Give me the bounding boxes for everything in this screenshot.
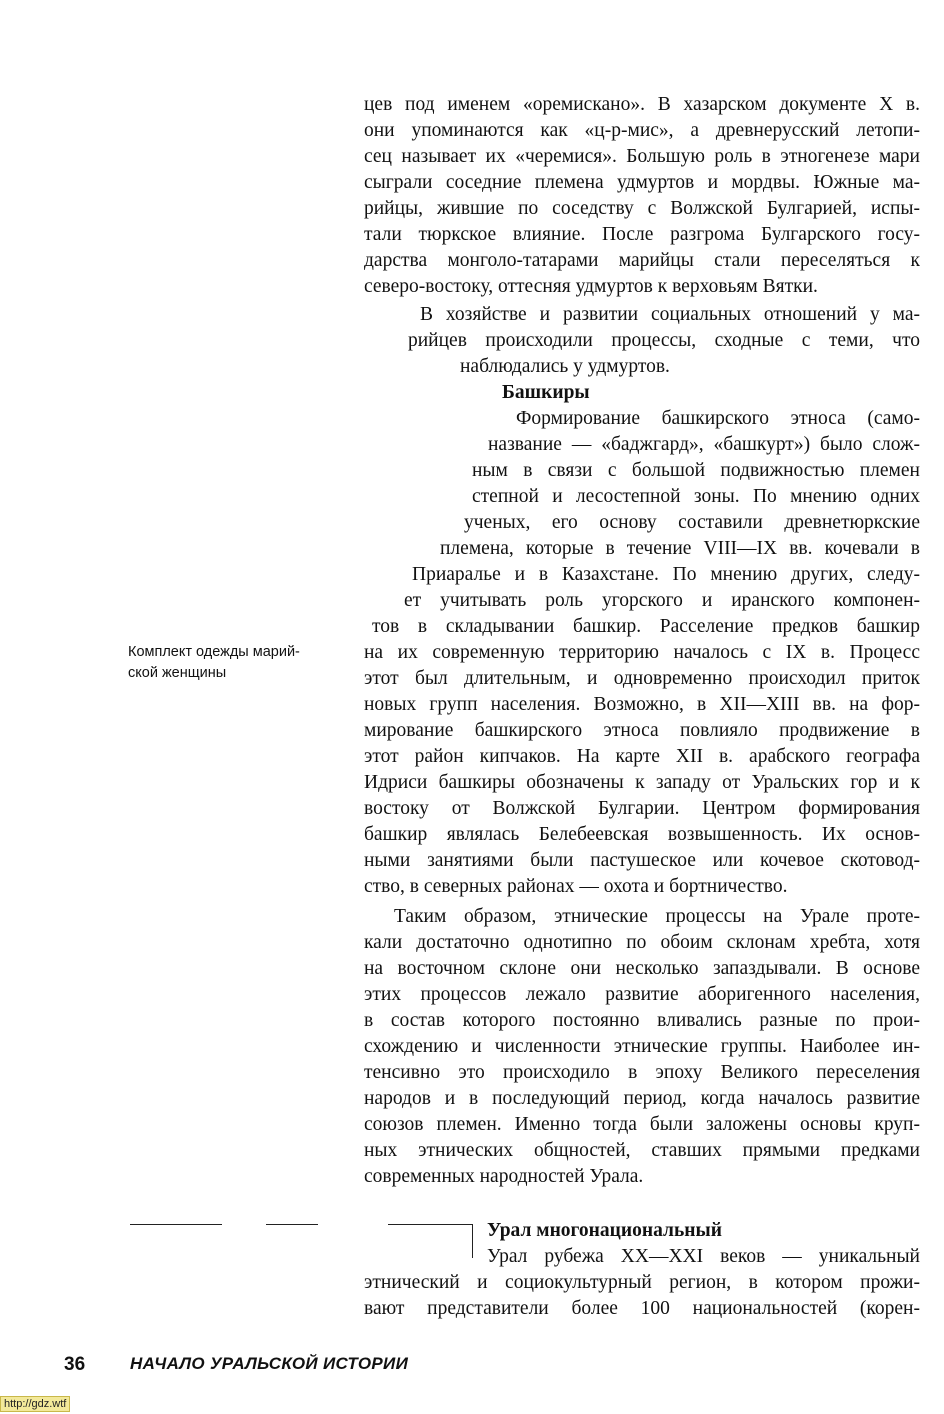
divider-rule: [388, 1224, 472, 1225]
body-text-line: Идриси башкиры обозначены к западу от Уральских гор и к: [364, 772, 920, 793]
body-text-line: Урал рубежа XX—XXI веков — уникальный: [487, 1246, 920, 1267]
body-text-line: цев под именем «оремискано». В хазарском документе X в.: [364, 94, 920, 115]
body-text-line: мирование башкирского этноса повлияло продвижение в: [364, 720, 920, 741]
body-text-line: кали достаточно однотипно по обоим склонам хребта, хотя: [364, 932, 920, 953]
body-text-line: на их современную территорию началось с IX в. Процесс: [364, 642, 920, 663]
body-text-line: схождению и численности этнические группы. Наиболее ин-: [364, 1036, 920, 1057]
divider-rule-vertical: [472, 1224, 473, 1258]
body-text-line: этих процессов лежало развитие аборигенного населения,: [364, 984, 920, 1005]
body-text-line: рийцы, жившие по соседству с Волжской Булгарией, испы-: [364, 198, 920, 219]
body-text-line: ными занятиями были пастушеское или кочевое скотовод-: [364, 850, 920, 871]
body-text-line: союзов племен. Именно тогда были заложены основы круп-: [364, 1114, 920, 1135]
section-heading-bashkirs: Башкиры: [502, 382, 590, 403]
body-text-line: ным в связи с большой подвижностью племен: [472, 460, 920, 481]
body-text-line: степной и лесостепной зоны. По мнению одних: [472, 486, 920, 507]
image-caption: Комплект одежды марий-ской женщины: [128, 644, 300, 681]
body-text-line: сец называет их «черемися». Большую роль в этногенезе мари: [364, 146, 920, 167]
divider-rule: [130, 1224, 222, 1225]
watermark-link[interactable]: http://gdz.wtf: [0, 1396, 70, 1412]
body-text-line: вают представители более 100 национальностей (корен-: [364, 1298, 920, 1319]
body-text-line: востоку от Волжской Булгарии. Центром формирования: [364, 798, 920, 819]
body-text-line: они упоминаются как «ц-р-мис», а древнерусский летопи-: [364, 120, 920, 141]
body-text-line: в состав которого постоянно вливались разные по прои-: [364, 1010, 920, 1031]
body-text-line: тенсивно это происходило в эпоху Великого переселения: [364, 1062, 920, 1083]
body-text-line: название — «баджгард», «башкурт») было слож-: [488, 434, 920, 455]
body-text-line: на восточном склоне они несколько запаздывали. В основе: [364, 958, 920, 979]
body-text-line: дарства монголо-татарами марийцы стали переселяться к: [364, 250, 920, 271]
body-text-line: Таким образом, этнические процессы на Урале проте-: [394, 906, 920, 927]
body-text-line: новых групп населения. Возможно, в XII—XIII вв. на фор-: [364, 694, 920, 715]
body-text-line: ет учитывать роль угорского и иранского компонен-: [404, 590, 920, 611]
page-number: 36: [64, 1354, 86, 1375]
body-text-line: тали тюркское влияние. После разгрома Булгарского госу-: [364, 224, 920, 245]
body-text-line: этот район кипчаков. На карте XII в. арабского географа: [364, 746, 920, 767]
body-text-line: этот был длительным, и одновременно происходил приток: [364, 668, 920, 689]
body-text-line: ных этнических общностей, ставших прямыми предками: [364, 1140, 920, 1161]
body-text-line: народов и в последующий период, когда началось развитие: [364, 1088, 920, 1109]
body-text-line: ученых, его основу составили древнетюркские: [464, 512, 920, 533]
section-heading-ural: Урал многонациональный: [487, 1220, 722, 1241]
body-text-line: башкир являлась Белебеевская возвышенность. Их основ-: [364, 824, 920, 845]
body-text-line: сыграли соседние племена удмуртов и мордвы. Южные ма-: [364, 172, 920, 193]
divider-rule: [266, 1224, 318, 1225]
body-text-line: тов в складывании башкир. Расселение предков башкир: [372, 616, 920, 637]
body-text-line: северо-востоку, оттесняя удмуртов к верховьям Вятки.: [364, 276, 818, 297]
body-text-line: ство, в северных районах — охота и бортничество.: [364, 876, 788, 897]
body-text-line: рийцев происходили процессы, сходные с теми, что: [408, 330, 920, 351]
running-title: НАЧАЛО УРАЛЬСКОЙ ИСТОРИИ: [130, 1354, 409, 1373]
body-text-line: современных народностей Урала.: [364, 1166, 644, 1187]
body-text-line: наблюдались у удмуртов.: [460, 356, 670, 377]
body-text-line: этнический и социокультурный регион, в котором прожи-: [364, 1272, 920, 1293]
body-text-line: племена, которые в течение VIII—IX вв. кочевали в: [440, 538, 920, 559]
body-text-line: В хозяйстве и развитии социальных отношений у ма-: [420, 304, 920, 325]
body-text-line: Формирование башкирского этноса (само-: [516, 408, 920, 429]
body-text-line: Приаралье и в Казахстане. По мнению других, следу-: [412, 564, 920, 585]
